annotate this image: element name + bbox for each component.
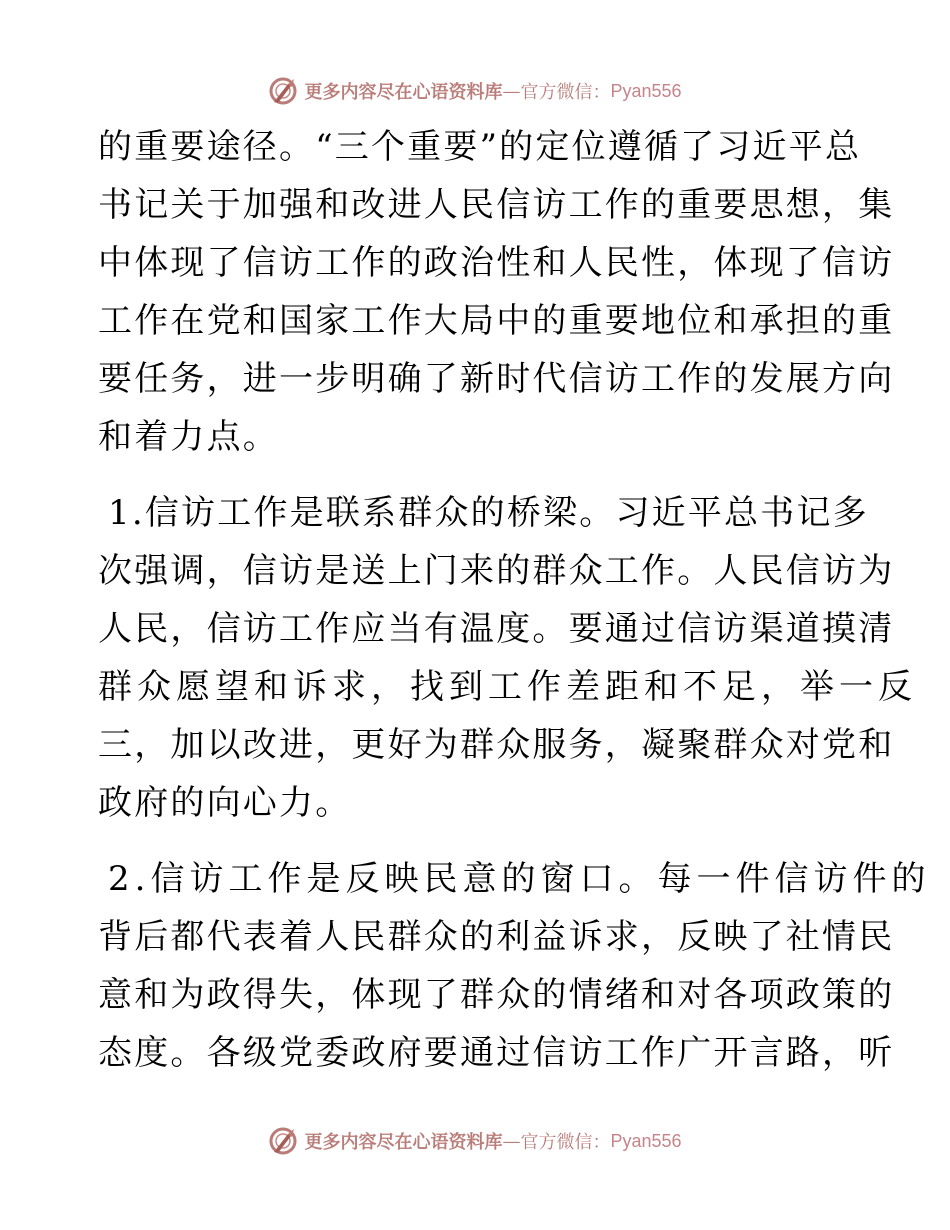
text-line: 次强调，信访是送上门来的群众工作。人民信访为 — [98, 551, 895, 591]
watermark-label: 官方微信： — [520, 1132, 611, 1153]
footer-watermark — [0, 1124, 950, 1158]
text-line: 1.信访工作是联系群众的桥梁。习近平总书记多 — [108, 493, 869, 533]
text-line: 书记关于加强和改进人民信访工作的重要思想，集 — [98, 185, 895, 225]
text-line: 背后都代表着人民群众的利益诉求，反映了社情民 — [98, 917, 895, 957]
text-line: 人民，信访工作应当有温度。要通过信访渠道摸清 — [98, 609, 895, 649]
header-watermark — [0, 74, 950, 108]
document-body — [98, 118, 931, 1082]
paragraph — [98, 118, 895, 466]
text-line: 要任务，进一步明确了新时代信访工作的发展方向 — [98, 359, 895, 399]
watermark-wechat-id: Pyan556 — [610, 80, 682, 101]
text-line: 中体现了信访工作的政治性和人民性，体现了信访 — [98, 243, 895, 283]
text-line: 的重要途径。“三个重要”的定位遵循了习近平总 — [98, 127, 862, 167]
watermark-separator: — — [502, 80, 521, 102]
text-line: 群众愿望和诉求，找到工作差距和不足，举一反 — [98, 667, 917, 707]
text-line: 工作在党和国家工作大局中的重要地位和承担的重 — [98, 301, 895, 341]
text-line: 2.信访工作是反映民意的窗口。每一件信访件的 — [108, 859, 931, 899]
watermark-separator: — — [502, 1130, 521, 1152]
quill-logo-icon — [268, 76, 298, 106]
text-line: 意和为政得失，体现了群众的情绪和对各项政策的 — [98, 975, 895, 1015]
text-line: 政府的向心力。 — [98, 783, 352, 823]
watermark-wechat-id: Pyan556 — [610, 1130, 682, 1151]
paragraph — [98, 850, 931, 1082]
quill-logo-icon — [268, 1126, 298, 1156]
watermark-label: 官方微信： — [520, 82, 611, 103]
paragraph — [98, 484, 917, 832]
text-line: 三，加以改进，更好为群众服务，凝聚群众对党和 — [98, 725, 895, 765]
watermark-main-text: 更多内容尽在心语资料库 — [304, 82, 503, 103]
text-line: 和着力点。 — [98, 417, 279, 457]
text-line: 态度。各级党委政府要通过信访工作广开言路，听 — [98, 1033, 895, 1073]
watermark-main-text: 更多内容尽在心语资料库 — [304, 1132, 503, 1153]
